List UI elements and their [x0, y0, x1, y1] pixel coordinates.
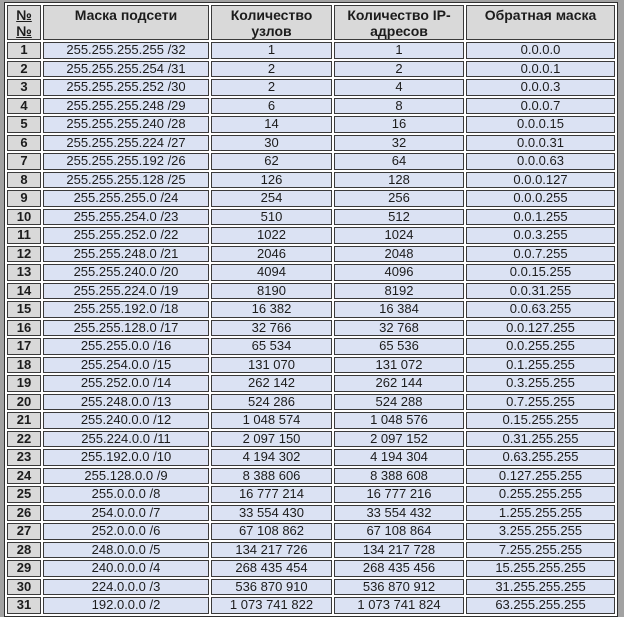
table-row [7, 116, 615, 133]
row-number-cell: 28 [7, 542, 41, 559]
subnet-mask-cell: 255.255.252.0 /22 [43, 227, 209, 244]
host-count-cell: 1022 [211, 227, 332, 244]
header-subnet-mask: Маска подсети [43, 5, 209, 40]
wildcard-mask-cell: 0.0.0.255 [466, 190, 615, 207]
ip-count-cell: 128 [334, 172, 464, 189]
wildcard-mask-cell: 0.0.0.127 [466, 172, 615, 189]
table-row [7, 79, 615, 96]
ip-count-cell: 512 [334, 209, 464, 226]
subnet-mask-cell: 255.255.192.0 /18 [43, 301, 209, 318]
ip-count-cell: 536 870 912 [334, 579, 464, 596]
ip-count-cell: 262 144 [334, 375, 464, 392]
table-row [7, 486, 615, 503]
host-count-cell: 524 286 [211, 394, 332, 411]
wildcard-mask-cell: 0.0.0.3 [466, 79, 615, 96]
row-number-cell: 4 [7, 98, 41, 115]
subnet-table-body [7, 42, 615, 614]
host-count-cell: 268 435 454 [211, 560, 332, 577]
row-number-cell: 14 [7, 283, 41, 300]
table-row [7, 468, 615, 485]
row-number-cell: 30 [7, 579, 41, 596]
row-number-cell: 7 [7, 153, 41, 170]
ip-count-cell: 131 072 [334, 357, 464, 374]
table-header [7, 5, 615, 40]
host-count-cell: 6 [211, 98, 332, 115]
wildcard-mask-cell: 0.0.0.15 [466, 116, 615, 133]
ip-count-cell: 32 [334, 135, 464, 152]
row-number-cell: 17 [7, 338, 41, 355]
subnet-mask-cell: 240.0.0.0 /4 [43, 560, 209, 577]
wildcard-mask-cell: 0.0.0.63 [466, 153, 615, 170]
wildcard-mask-cell: 0.0.0.1 [466, 61, 615, 78]
row-number-cell: 5 [7, 116, 41, 133]
wildcard-mask-cell: 0.15.255.255 [466, 412, 615, 429]
row-number-cell: 10 [7, 209, 41, 226]
wildcard-mask-cell: 3.255.255.255 [466, 523, 615, 540]
ip-count-cell: 1 073 741 824 [334, 597, 464, 614]
wildcard-mask-cell: 0.0.15.255 [466, 264, 615, 281]
subnet-mask-cell: 192.0.0.0 /2 [43, 597, 209, 614]
host-count-cell: 510 [211, 209, 332, 226]
wildcard-mask-cell: 0.31.255.255 [466, 431, 615, 448]
table-row [7, 560, 615, 577]
host-count-cell: 16 777 214 [211, 486, 332, 503]
wildcard-mask-cell: 0.255.255.255 [466, 486, 615, 503]
row-number-cell: 12 [7, 246, 41, 263]
host-count-cell: 65 534 [211, 338, 332, 355]
table-row [7, 394, 615, 411]
ip-count-cell: 134 217 728 [334, 542, 464, 559]
header-ip-count: Количество IP-адресов [334, 5, 464, 40]
subnet-mask-cell: 255.255.255.128 /25 [43, 172, 209, 189]
row-number-cell: 26 [7, 505, 41, 522]
table-row [7, 579, 615, 596]
subnet-mask-cell: 255.255.255.255 /32 [43, 42, 209, 59]
wildcard-mask-cell: 63.255.255.255 [466, 597, 615, 614]
table-row [7, 412, 615, 429]
ip-count-cell: 16 777 216 [334, 486, 464, 503]
ip-count-cell: 33 554 432 [334, 505, 464, 522]
subnet-mask-cell: 254.0.0.0 /7 [43, 505, 209, 522]
wildcard-mask-cell: 0.0.0.0 [466, 42, 615, 59]
wildcard-mask-cell: 0.7.255.255 [466, 394, 615, 411]
table-row [7, 135, 615, 152]
row-number-cell: 2 [7, 61, 41, 78]
subnet-mask-cell: 248.0.0.0 /5 [43, 542, 209, 559]
table-row [7, 505, 615, 522]
host-count-cell: 16 382 [211, 301, 332, 318]
subnet-mask-cell: 255.255.248.0 /21 [43, 246, 209, 263]
row-number-cell: 21 [7, 412, 41, 429]
ip-count-cell: 1 [334, 42, 464, 59]
subnet-mask-cell: 255.255.254.0 /23 [43, 209, 209, 226]
row-number-cell: 27 [7, 523, 41, 540]
ip-count-cell: 67 108 864 [334, 523, 464, 540]
host-count-cell: 8 388 606 [211, 468, 332, 485]
host-count-cell: 1 073 741 822 [211, 597, 332, 614]
subnet-mask-cell: 255.255.128.0 /17 [43, 320, 209, 337]
subnet-mask-cell: 255.192.0.0 /10 [43, 449, 209, 466]
host-count-cell: 32 766 [211, 320, 332, 337]
header-host-count: Количество узлов [211, 5, 332, 40]
ip-count-cell: 8192 [334, 283, 464, 300]
wildcard-mask-cell: 0.0.0.7 [466, 98, 615, 115]
host-count-cell: 1 048 574 [211, 412, 332, 429]
wildcard-mask-cell: 31.255.255.255 [466, 579, 615, 596]
table-row [7, 227, 615, 244]
host-count-cell: 2 [211, 61, 332, 78]
subnet-mask-cell: 255.255.240.0 /20 [43, 264, 209, 281]
wildcard-mask-cell: 15.255.255.255 [466, 560, 615, 577]
row-number-cell: 23 [7, 449, 41, 466]
subnet-mask-cell: 255.224.0.0 /11 [43, 431, 209, 448]
table-row [7, 597, 615, 614]
row-number-cell: 16 [7, 320, 41, 337]
subnet-mask-cell: 255.255.0.0 /16 [43, 338, 209, 355]
host-count-cell: 30 [211, 135, 332, 152]
wildcard-mask-cell: 0.0.1.255 [466, 209, 615, 226]
table-row [7, 301, 615, 318]
host-count-cell: 4 194 302 [211, 449, 332, 466]
subnet-mask-cell: 255.240.0.0 /12 [43, 412, 209, 429]
row-number-cell: 3 [7, 79, 41, 96]
row-number-cell: 13 [7, 264, 41, 281]
ip-count-cell: 8 388 608 [334, 468, 464, 485]
ip-count-cell: 1 048 576 [334, 412, 464, 429]
ip-count-cell: 256 [334, 190, 464, 207]
wildcard-mask-cell: 0.0.255.255 [466, 338, 615, 355]
header-row [7, 5, 615, 40]
row-number-cell: 22 [7, 431, 41, 448]
ip-count-cell: 65 536 [334, 338, 464, 355]
ip-count-cell: 64 [334, 153, 464, 170]
ip-count-cell: 4 194 304 [334, 449, 464, 466]
subnet-mask-cell: 255.248.0.0 /13 [43, 394, 209, 411]
page-background [0, 2, 624, 613]
subnet-mask-cell: 255.255.224.0 /19 [43, 283, 209, 300]
table-row [7, 190, 615, 207]
ip-count-cell: 16 384 [334, 301, 464, 318]
ip-count-cell: 4 [334, 79, 464, 96]
table-row [7, 42, 615, 59]
table-row [7, 338, 615, 355]
table-row [7, 375, 615, 392]
wildcard-mask-cell: 0.0.3.255 [466, 227, 615, 244]
ip-count-cell: 268 435 456 [334, 560, 464, 577]
subnet-mask-cell: 224.0.0.0 /3 [43, 579, 209, 596]
row-number-cell: 11 [7, 227, 41, 244]
wildcard-mask-cell: 0.0.31.255 [466, 283, 615, 300]
wildcard-mask-cell: 0.0.63.255 [466, 301, 615, 318]
wildcard-mask-cell: 0.0.127.255 [466, 320, 615, 337]
row-number-cell: 1 [7, 42, 41, 59]
subnet-mask-cell: 255.255.255.254 /31 [43, 61, 209, 78]
host-count-cell: 8190 [211, 283, 332, 300]
subnet-mask-cell: 255.255.255.252 /30 [43, 79, 209, 96]
row-number-cell: 31 [7, 597, 41, 614]
ip-count-cell: 4096 [334, 264, 464, 281]
host-count-cell: 134 217 726 [211, 542, 332, 559]
subnet-mask-cell: 255.255.255.0 /24 [43, 190, 209, 207]
wildcard-mask-cell: 0.3.255.255 [466, 375, 615, 392]
wildcard-mask-cell: 0.63.255.255 [466, 449, 615, 466]
wildcard-mask-cell: 0.0.0.31 [466, 135, 615, 152]
subnet-mask-cell: 255.255.255.224 /27 [43, 135, 209, 152]
ip-count-cell: 32 768 [334, 320, 464, 337]
subnet-mask-cell: 255.254.0.0 /15 [43, 357, 209, 374]
wildcard-mask-cell: 0.127.255.255 [466, 468, 615, 485]
host-count-cell: 4094 [211, 264, 332, 281]
row-number-cell: 20 [7, 394, 41, 411]
row-number-cell: 8 [7, 172, 41, 189]
table-row [7, 320, 615, 337]
ip-count-cell: 524 288 [334, 394, 464, 411]
table-row [7, 264, 615, 281]
subnet-mask-cell: 255.0.0.0 /8 [43, 486, 209, 503]
table-row [7, 209, 615, 226]
table-row [7, 98, 615, 115]
wildcard-mask-cell: 7.255.255.255 [466, 542, 615, 559]
ip-count-cell: 8 [334, 98, 464, 115]
table-row [7, 449, 615, 466]
row-number-cell: 25 [7, 486, 41, 503]
ip-count-cell: 2 [334, 61, 464, 78]
subnet-mask-cell: 255.255.255.192 /26 [43, 153, 209, 170]
host-count-cell: 254 [211, 190, 332, 207]
table-row [7, 283, 615, 300]
host-count-cell: 2046 [211, 246, 332, 263]
table-row [7, 172, 615, 189]
host-count-cell: 33 554 430 [211, 505, 332, 522]
host-count-cell: 2 097 150 [211, 431, 332, 448]
host-count-cell: 2 [211, 79, 332, 96]
ip-count-cell: 1024 [334, 227, 464, 244]
subnet-mask-cell: 255.255.255.248 /29 [43, 98, 209, 115]
table-row [7, 61, 615, 78]
row-number-cell: 29 [7, 560, 41, 577]
table-row [7, 153, 615, 170]
row-number-cell: 18 [7, 357, 41, 374]
table-row [7, 357, 615, 374]
subnet-mask-cell: 255.255.255.240 /28 [43, 116, 209, 133]
subnet-mask-cell: 252.0.0.0 /6 [43, 523, 209, 540]
table-row [7, 246, 615, 263]
row-number-cell: 6 [7, 135, 41, 152]
header-number: №№ [7, 5, 41, 40]
table-row [7, 523, 615, 540]
host-count-cell: 131 070 [211, 357, 332, 374]
header-wildcard-mask: Обратная маска [466, 5, 615, 40]
wildcard-mask-cell: 0.0.7.255 [466, 246, 615, 263]
ip-count-cell: 16 [334, 116, 464, 133]
table-row [7, 542, 615, 559]
host-count-cell: 1 [211, 42, 332, 59]
row-number-cell: 15 [7, 301, 41, 318]
host-count-cell: 126 [211, 172, 332, 189]
subnet-mask-cell: 255.128.0.0 /9 [43, 468, 209, 485]
host-count-cell: 262 142 [211, 375, 332, 392]
host-count-cell: 14 [211, 116, 332, 133]
host-count-cell: 62 [211, 153, 332, 170]
wildcard-mask-cell: 0.1.255.255 [466, 357, 615, 374]
wildcard-mask-cell: 1.255.255.255 [466, 505, 615, 522]
subnet-mask-table [4, 2, 618, 617]
row-number-cell: 19 [7, 375, 41, 392]
row-number-cell: 9 [7, 190, 41, 207]
ip-count-cell: 2048 [334, 246, 464, 263]
host-count-cell: 536 870 910 [211, 579, 332, 596]
row-number-cell: 24 [7, 468, 41, 485]
table-row [7, 431, 615, 448]
ip-count-cell: 2 097 152 [334, 431, 464, 448]
subnet-mask-cell: 255.252.0.0 /14 [43, 375, 209, 392]
host-count-cell: 67 108 862 [211, 523, 332, 540]
